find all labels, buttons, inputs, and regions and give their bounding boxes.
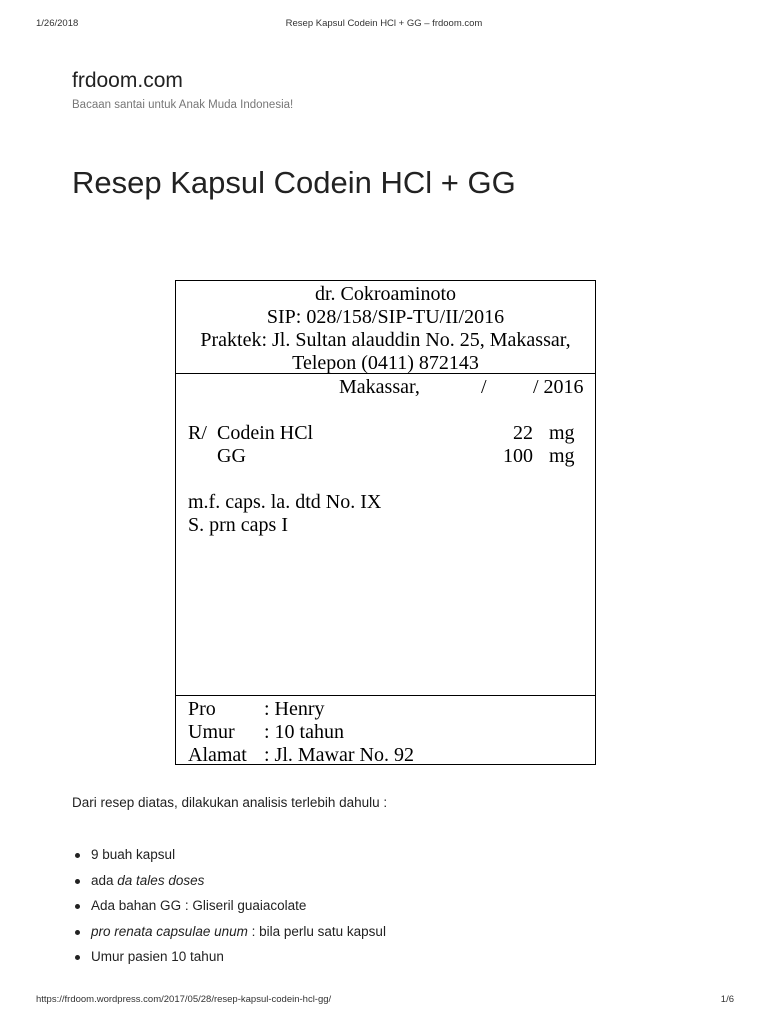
drug-qty: 100 [503, 445, 533, 467]
age-label: Umur [188, 721, 235, 743]
prescription-header [176, 281, 595, 374]
analysis-intro: Dari resep diatas, dilakukan analisis terlebih dahulu : [72, 795, 388, 810]
bullet-icon [75, 955, 80, 960]
doctor-name: dr. Cokroaminoto [314, 283, 457, 305]
page-number: 1/6 [720, 994, 734, 1005]
print-header [0, 18, 768, 32]
site-title-link[interactable]: frdoom.com [72, 69, 183, 92]
bullet-icon [75, 930, 80, 935]
site-tagline: Bacaan santai untuk Anak Muda Indonesia! [72, 99, 294, 111]
patient-address: : Jl. Mawar No. 92 [264, 744, 414, 766]
page-url: https://frdoom.wordpress.com/2017/05/28/resep-kapsul-codein-hcl-gg/ [36, 994, 332, 1005]
prescription-body [176, 375, 595, 695]
date-separator: / [481, 376, 487, 398]
print-footer [0, 994, 768, 1008]
prescription-city: Makassar, [339, 376, 420, 398]
recipe-symbol: R/ [188, 422, 207, 444]
prescription-date [176, 375, 595, 399]
list-item: 9 buah kapsul [72, 844, 386, 870]
patient-info [176, 695, 595, 765]
address-label: Alamat [188, 744, 247, 766]
practice-phone: Telepon (0411) 872143 [292, 352, 479, 374]
list-item: Umur pasien 10 tahun [72, 946, 386, 972]
prescription-year: / 2016 [533, 376, 584, 398]
doctor-sip: SIP: 028/158/SIP-TU/II/2016 [266, 306, 505, 328]
prescription-image [175, 280, 596, 765]
drug-unit: mg [549, 445, 575, 467]
patient-label: Pro [188, 698, 216, 720]
list-item: Ada bahan GG : Gliseril guaiacolate [72, 895, 386, 921]
bullet-icon [75, 853, 80, 858]
patient-age: : 10 tahun [264, 721, 344, 743]
drug-name: GG [217, 445, 246, 467]
patient-name: : Henry [264, 698, 325, 720]
list-item: pro renata capsulae unum : bila perlu satu kapsul [72, 921, 386, 947]
drug-qty: 22 [513, 422, 533, 444]
print-doc-title: Resep Kapsul Codein HCl + GG – frdoom.com [285, 18, 483, 29]
drug-name: Codein HCl [217, 422, 314, 444]
print-date: 1/26/2018 [36, 18, 79, 29]
compounding-instruction: m.f. caps. la. dtd No. IX [188, 491, 382, 513]
post-title: Resep Kapsul Codein HCl + GG [72, 165, 516, 200]
practice-address: Praktek: Jl. Sultan alauddin No. 25, Makassar, [200, 329, 571, 351]
list-item: ada da tales doses [72, 870, 386, 896]
bullet-icon [75, 904, 80, 909]
signa-instruction: S. prn caps I [188, 514, 288, 536]
analysis-list [72, 844, 386, 972]
bullet-icon [75, 879, 80, 884]
drug-unit: mg [549, 422, 575, 444]
